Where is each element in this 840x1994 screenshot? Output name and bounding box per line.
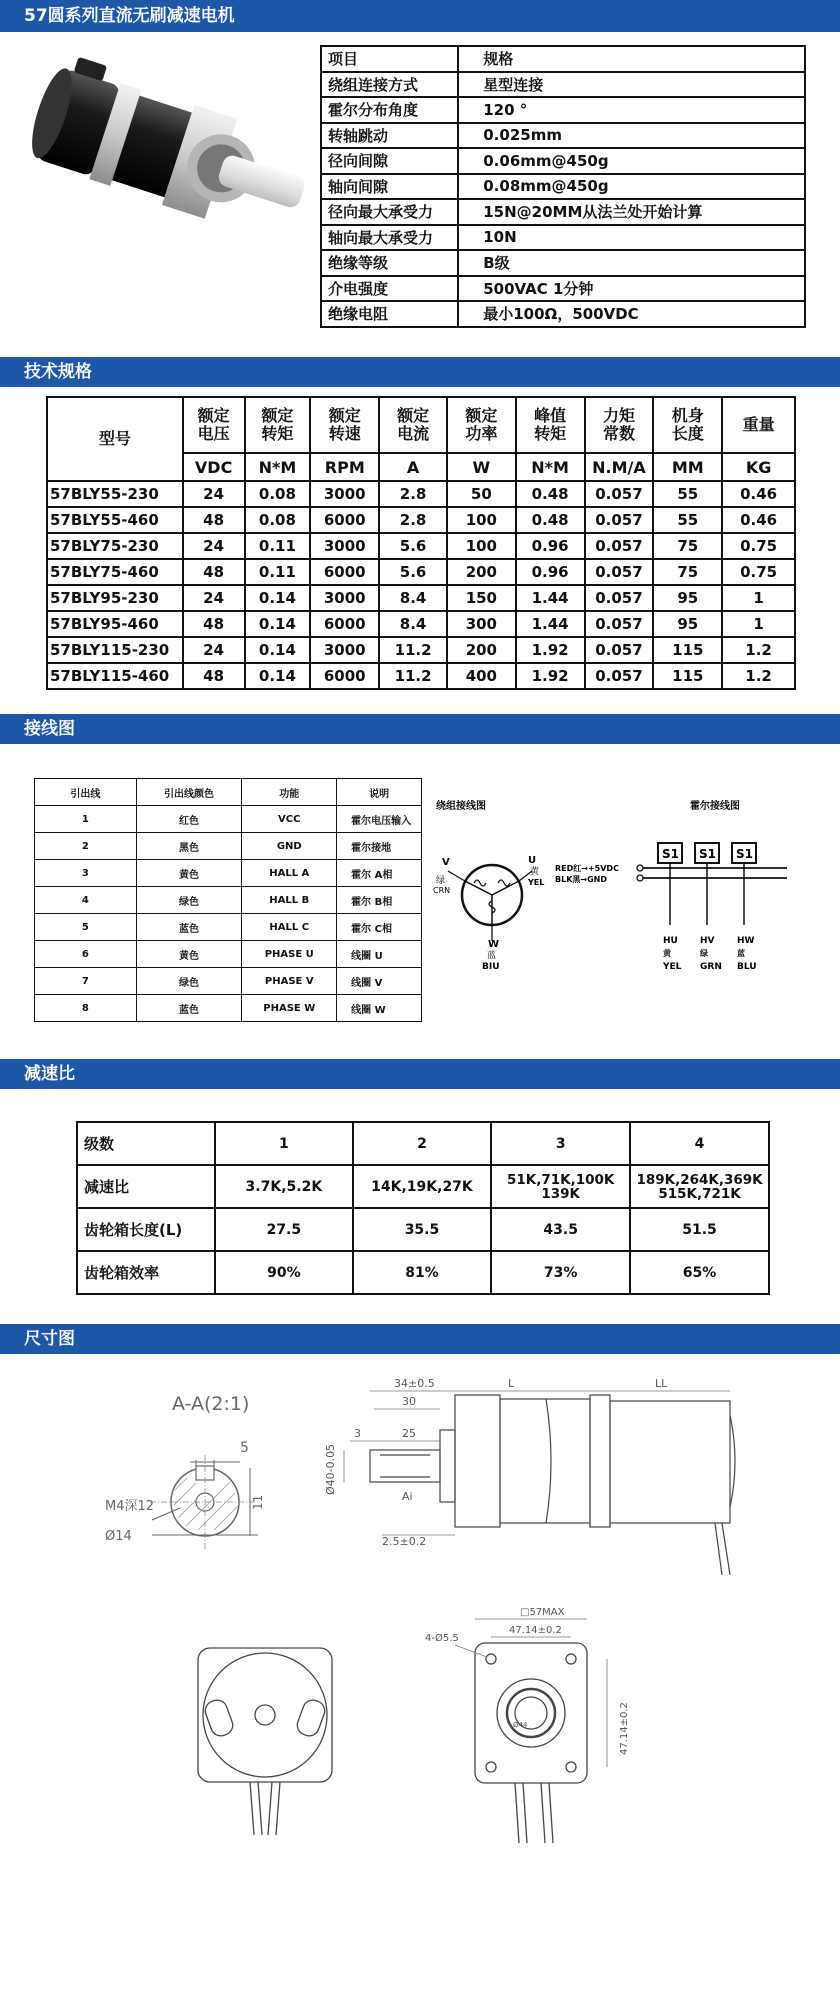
wiring-cell: 8 bbox=[35, 995, 137, 1022]
spec-row bbox=[321, 72, 805, 98]
tech-unit: N*M bbox=[245, 453, 311, 481]
winding-title: 绕组接线图 bbox=[436, 801, 486, 812]
tech-cell: 0.14 bbox=[245, 637, 311, 663]
wiring-cell: 线圈 V bbox=[337, 968, 422, 995]
tech-cell: 0.75 bbox=[722, 559, 795, 585]
thread-label: M4深12 bbox=[105, 1499, 155, 1514]
tech-cell: 1.92 bbox=[516, 663, 585, 689]
dim-25b: 2.5±0.2 bbox=[382, 1535, 427, 1548]
wiring-cell: 霍尔接地 bbox=[337, 833, 422, 860]
tech-cell: 0.057 bbox=[585, 637, 654, 663]
dim-57: □57MAX bbox=[520, 1607, 565, 1618]
reduction-cell: 73% bbox=[491, 1251, 630, 1294]
winding-v: V bbox=[442, 857, 450, 868]
dim-inner: Ø44 bbox=[513, 1721, 528, 1729]
tech-cell: 0.08 bbox=[245, 507, 311, 533]
dimension-section-header: 尺寸图 bbox=[0, 1324, 840, 1354]
tech-cell: 6000 bbox=[310, 663, 379, 689]
tech-header: 额定 功率 bbox=[447, 397, 516, 453]
tech-cell: 0.46 bbox=[722, 481, 795, 507]
spec-key: 项目 bbox=[321, 46, 458, 72]
hall-red: RED红→+5VDC bbox=[555, 864, 619, 873]
hall-sensor-label: S1 bbox=[736, 847, 753, 861]
wiring-header: 功能 bbox=[242, 779, 337, 806]
spec-value: 星型连接 bbox=[458, 72, 805, 98]
tech-cell: 0.057 bbox=[585, 585, 654, 611]
wiring-cell: 线圈 U bbox=[337, 941, 422, 968]
wiring-row bbox=[35, 833, 422, 860]
hall-output-name: HW bbox=[737, 936, 755, 946]
model-cell: 57BLY55-460 bbox=[47, 507, 183, 533]
tech-cell: 0.057 bbox=[585, 559, 654, 585]
wiring-cell: 4 bbox=[35, 887, 137, 914]
tech-cell: 0.48 bbox=[516, 507, 585, 533]
hall-output-cn: 绿 bbox=[700, 949, 708, 958]
wiring-cell: 黄色 bbox=[136, 860, 242, 887]
wiring-cell: 5 bbox=[35, 914, 137, 941]
tech-cell: 6000 bbox=[310, 559, 379, 585]
wiring-cell: 7 bbox=[35, 968, 137, 995]
wiring-cell: 绿色 bbox=[136, 887, 242, 914]
tech-spec-table bbox=[46, 396, 796, 690]
wiring-header: 引出线 bbox=[35, 779, 137, 806]
reduction-cell: 1 bbox=[215, 1122, 353, 1165]
spec-key: 介电强度 bbox=[321, 276, 458, 302]
hall-output-name: HU bbox=[663, 936, 678, 946]
spec-row bbox=[321, 276, 805, 302]
wiring-cell: 霍尔 B相 bbox=[337, 887, 422, 914]
wiring-cell: PHASE V bbox=[242, 968, 337, 995]
tech-cell: 48 bbox=[183, 663, 245, 689]
wiring-header: 说明 bbox=[337, 779, 422, 806]
spec-key: 绕组连接方式 bbox=[321, 72, 458, 98]
tech-cell: 24 bbox=[183, 637, 245, 663]
wiring-cell: 绿色 bbox=[136, 968, 242, 995]
tech-cell: 55 bbox=[653, 507, 722, 533]
rear-view-drawing bbox=[190, 1640, 350, 1840]
tech-cell: 0.96 bbox=[516, 559, 585, 585]
tech-unit: N*M bbox=[516, 453, 585, 481]
tech-header: 机身 长度 bbox=[653, 397, 722, 453]
tech-cell: 100 bbox=[447, 533, 516, 559]
dim-4714: 47.14±0.2 bbox=[509, 1625, 562, 1636]
tech-cell: 100 bbox=[447, 507, 516, 533]
reduction-cell: 4 bbox=[630, 1122, 769, 1165]
tech-cell: 0.11 bbox=[245, 559, 311, 585]
wiring-cell: 3 bbox=[35, 860, 137, 887]
tech-cell: 75 bbox=[653, 533, 722, 559]
dim-ai: Ai bbox=[402, 1490, 413, 1503]
tech-cell: 6000 bbox=[310, 507, 379, 533]
tech-unit: W bbox=[447, 453, 516, 481]
tech-cell: 48 bbox=[183, 611, 245, 637]
reduction-cell: 51.5 bbox=[630, 1208, 769, 1251]
reduction-section-header: 减速比 bbox=[0, 1059, 840, 1089]
tech-cell: 0.057 bbox=[585, 481, 654, 507]
tech-unit: KG bbox=[722, 453, 795, 481]
tech-cell: 1.44 bbox=[516, 585, 585, 611]
reduction-cell: 14K,19K,27K bbox=[353, 1165, 492, 1208]
reduction-row bbox=[77, 1208, 769, 1251]
tech-unit: N.M/A bbox=[585, 453, 654, 481]
tech-cell: 0.14 bbox=[245, 611, 311, 637]
spec-key: 径向间隙 bbox=[321, 148, 458, 174]
spec-key: 轴向最大承受力 bbox=[321, 225, 458, 251]
tech-unit: RPM bbox=[310, 453, 379, 481]
reduction-cell: 189K,264K,369K 515K,721K bbox=[630, 1165, 769, 1208]
wiring-cell: 霍尔 C相 bbox=[337, 914, 422, 941]
dim-25: 25 bbox=[402, 1427, 416, 1440]
tech-row bbox=[47, 611, 795, 637]
tech-header: 峰值 转矩 bbox=[516, 397, 585, 453]
tech-header: 额定 转矩 bbox=[245, 397, 311, 453]
tech-cell: 55 bbox=[653, 481, 722, 507]
hall-output-name: HV bbox=[700, 936, 715, 946]
tech-cell: 6000 bbox=[310, 611, 379, 637]
wiring-cell: PHASE W bbox=[242, 995, 337, 1022]
winding-w: W bbox=[488, 939, 500, 950]
motor-photo bbox=[18, 50, 318, 295]
spec-row bbox=[321, 225, 805, 251]
wiring-row bbox=[35, 914, 422, 941]
spec-row bbox=[321, 199, 805, 225]
spec-row bbox=[321, 97, 805, 123]
reduction-cell: 齿轮箱长度(L) bbox=[77, 1208, 215, 1251]
tech-cell: 0.48 bbox=[516, 481, 585, 507]
side-view-drawing bbox=[310, 1375, 780, 1615]
tech-header: 额定 电压 bbox=[183, 397, 245, 453]
winding-diagram bbox=[430, 795, 560, 980]
tech-cell: 300 bbox=[447, 611, 516, 637]
tech-cell: 0.46 bbox=[722, 507, 795, 533]
tech-cell: 1.2 bbox=[722, 663, 795, 689]
reduction-row bbox=[77, 1251, 769, 1294]
tech-row bbox=[47, 637, 795, 663]
wiring-table bbox=[34, 778, 422, 1022]
hall-output-cn: 蓝 bbox=[737, 949, 745, 958]
tech-cell: 95 bbox=[653, 585, 722, 611]
tech-header: 重量 bbox=[722, 397, 795, 453]
spec-table bbox=[320, 45, 806, 328]
winding-u-en: YEL bbox=[528, 878, 545, 887]
reduction-cell: 3.7K,5.2K bbox=[215, 1165, 353, 1208]
model-cell: 57BLY95-230 bbox=[47, 585, 183, 611]
tech-cell: 0.14 bbox=[245, 663, 311, 689]
reduction-cell: 减速比 bbox=[77, 1165, 215, 1208]
reduction-row bbox=[77, 1165, 769, 1208]
reduction-row bbox=[77, 1122, 769, 1165]
tech-cell: 0.75 bbox=[722, 533, 795, 559]
reduction-cell: 3 bbox=[491, 1122, 630, 1165]
tech-cell: 24 bbox=[183, 533, 245, 559]
reduction-cell: 27.5 bbox=[215, 1208, 353, 1251]
model-cell: 57BLY55-230 bbox=[47, 481, 183, 507]
winding-u-cn: 黄 bbox=[530, 867, 540, 877]
spec-value: 0.06mm@450g bbox=[458, 148, 805, 174]
tech-cell: 1.44 bbox=[516, 611, 585, 637]
wiring-cell: 蓝色 bbox=[136, 914, 242, 941]
wiring-row bbox=[35, 941, 422, 968]
reduction-cell: 51K,71K,100K 139K bbox=[491, 1165, 630, 1208]
spec-key: 绝缘电阻 bbox=[321, 301, 458, 327]
spec-value: B级 bbox=[458, 250, 805, 276]
tech-cell: 5.6 bbox=[379, 533, 447, 559]
dim-4714v: 47.14±0.2 bbox=[619, 1702, 630, 1755]
model-cell: 57BLY75-460 bbox=[47, 559, 183, 585]
tech-row bbox=[47, 533, 795, 559]
tech-cell: 24 bbox=[183, 585, 245, 611]
spec-row bbox=[321, 148, 805, 174]
tech-cell: 50 bbox=[447, 481, 516, 507]
hall-sensor-label: S1 bbox=[699, 847, 716, 861]
dim-34: 34±0.5 bbox=[394, 1377, 435, 1390]
tech-cell: 5.6 bbox=[379, 559, 447, 585]
wiring-row bbox=[35, 887, 422, 914]
hall-sensor bbox=[695, 843, 722, 972]
hall-blk: BLK黑→GND bbox=[555, 875, 607, 884]
wiring-cell: 1 bbox=[35, 806, 137, 833]
tech-row bbox=[47, 481, 795, 507]
tech-cell: 400 bbox=[447, 663, 516, 689]
hall-diagram bbox=[555, 795, 805, 985]
spec-row bbox=[321, 123, 805, 149]
tech-unit: A bbox=[379, 453, 447, 481]
winding-v-en: CRN bbox=[433, 886, 451, 895]
wiring-header: 引出线颜色 bbox=[136, 779, 242, 806]
reduction-table bbox=[76, 1121, 770, 1295]
wiring-cell: PHASE U bbox=[242, 941, 337, 968]
page-title: 57圆系列直流无刷减速电机 bbox=[0, 0, 840, 32]
wiring-cell: VCC bbox=[242, 806, 337, 833]
wiring-cell: 线圈 W bbox=[337, 995, 422, 1022]
reduction-cell: 81% bbox=[353, 1251, 492, 1294]
tech-cell: 1 bbox=[722, 611, 795, 637]
winding-w-cn: 蓝 bbox=[487, 951, 497, 961]
spec-row bbox=[321, 250, 805, 276]
tech-cell: 0.057 bbox=[585, 533, 654, 559]
tech-row bbox=[47, 663, 795, 689]
wiring-cell: 黑色 bbox=[136, 833, 242, 860]
tech-cell: 0.96 bbox=[516, 533, 585, 559]
reduction-cell: 级数 bbox=[77, 1122, 215, 1165]
winding-v-cn: 绿 bbox=[436, 876, 446, 886]
tech-cell: 8.4 bbox=[379, 585, 447, 611]
hall-sensor bbox=[658, 843, 682, 972]
hall-output-en: GRN bbox=[700, 962, 722, 972]
winding-u: U bbox=[528, 855, 537, 866]
spec-row bbox=[321, 301, 805, 327]
spec-key: 霍尔分布角度 bbox=[321, 97, 458, 123]
spec-value: 0.025mm bbox=[458, 123, 805, 149]
hall-output-en: YEL bbox=[663, 962, 682, 972]
tech-cell: 0.11 bbox=[245, 533, 311, 559]
wiring-cell: HALL B bbox=[242, 887, 337, 914]
winding-w-en: BIU bbox=[482, 962, 500, 972]
spec-value: 120 ° bbox=[458, 97, 805, 123]
dim-30: 30 bbox=[402, 1395, 416, 1408]
reduction-cell: 35.5 bbox=[353, 1208, 492, 1251]
spec-row bbox=[321, 174, 805, 200]
wiring-cell: HALL C bbox=[242, 914, 337, 941]
model-cell: 57BLY115-460 bbox=[47, 663, 183, 689]
spec-value: 15N@20MM从法兰处开始计算 bbox=[458, 199, 805, 225]
tech-cell: 0.057 bbox=[585, 611, 654, 637]
hall-sensor bbox=[732, 843, 757, 972]
tech-header: 额定 电流 bbox=[379, 397, 447, 453]
section-label: A-A(2:1) bbox=[172, 1393, 250, 1415]
shaft-dia: Ø14 bbox=[105, 1529, 132, 1544]
hall-output-en: BLU bbox=[737, 962, 757, 972]
tech-cell: 8.4 bbox=[379, 611, 447, 637]
tech-header: 型号 bbox=[47, 397, 183, 481]
hall-output-cn: 黄 bbox=[663, 949, 671, 958]
tech-cell: 95 bbox=[653, 611, 722, 637]
tech-cell: 1.92 bbox=[516, 637, 585, 663]
wiring-cell: 黄色 bbox=[136, 941, 242, 968]
dim-4holes: 4-Ø5.5 bbox=[425, 1633, 459, 1644]
spec-key: 径向最大承受力 bbox=[321, 199, 458, 225]
tech-cell: 2.8 bbox=[379, 507, 447, 533]
wiring-cell: 蓝色 bbox=[136, 995, 242, 1022]
reduction-cell: 65% bbox=[630, 1251, 769, 1294]
reduction-cell: 齿轮箱效率 bbox=[77, 1251, 215, 1294]
spec-key: 轴向间隙 bbox=[321, 174, 458, 200]
tech-section-header: 技术规格 bbox=[0, 357, 840, 387]
tech-cell: 3000 bbox=[310, 637, 379, 663]
model-cell: 57BLY115-230 bbox=[47, 637, 183, 663]
spec-key: 转轴跳动 bbox=[321, 123, 458, 149]
tech-cell: 2.8 bbox=[379, 481, 447, 507]
wiring-row bbox=[35, 968, 422, 995]
wiring-cell: 红色 bbox=[136, 806, 242, 833]
wiring-row bbox=[35, 806, 422, 833]
wiring-cell: GND bbox=[242, 833, 337, 860]
tech-cell: 200 bbox=[447, 637, 516, 663]
tech-cell: 0.057 bbox=[585, 663, 654, 689]
wiring-cell: 霍尔电压输入 bbox=[337, 806, 422, 833]
tech-header: 力矩 常数 bbox=[585, 397, 654, 453]
reduction-cell: 43.5 bbox=[491, 1208, 630, 1251]
tech-cell: 48 bbox=[183, 559, 245, 585]
key-width: 5 bbox=[240, 1440, 249, 1456]
wiring-row bbox=[35, 995, 422, 1022]
dim-3: 3 bbox=[354, 1427, 361, 1440]
hall-sensor-label: S1 bbox=[662, 847, 679, 861]
wiring-cell: HALL A bbox=[242, 860, 337, 887]
tech-header-row bbox=[47, 397, 795, 453]
tech-row bbox=[47, 507, 795, 533]
tech-cell: 75 bbox=[653, 559, 722, 585]
tech-unit: MM bbox=[653, 453, 722, 481]
wiring-section-header: 接线图 bbox=[0, 714, 840, 744]
tech-cell: 11.2 bbox=[379, 637, 447, 663]
tech-cell: 1 bbox=[722, 585, 795, 611]
tech-cell: 1.2 bbox=[722, 637, 795, 663]
spec-key: 绝缘等级 bbox=[321, 250, 458, 276]
tech-cell: 0.08 bbox=[245, 481, 311, 507]
wiring-row bbox=[35, 860, 422, 887]
dim-L: L bbox=[508, 1377, 515, 1390]
tech-cell: 3000 bbox=[310, 585, 379, 611]
tech-cell: 0.14 bbox=[245, 585, 311, 611]
tech-cell: 48 bbox=[183, 507, 245, 533]
tech-header: 额定 转速 bbox=[310, 397, 379, 453]
tech-cell: 3000 bbox=[310, 533, 379, 559]
tech-unit: VDC bbox=[183, 453, 245, 481]
hall-title: 霍尔接线图 bbox=[690, 801, 740, 812]
tech-cell: 24 bbox=[183, 481, 245, 507]
tech-cell: 150 bbox=[447, 585, 516, 611]
dim-40: Ø40-0.05 bbox=[324, 1443, 337, 1495]
spec-value: 最小100Ω，500VDC bbox=[458, 301, 805, 327]
tech-cell: 3000 bbox=[310, 481, 379, 507]
tech-row bbox=[47, 585, 795, 611]
shaft-section-drawing bbox=[90, 1380, 310, 1570]
flange-view-drawing bbox=[395, 1605, 645, 1855]
tech-row bbox=[47, 559, 795, 585]
wiring-cell: 霍尔 A相 bbox=[337, 860, 422, 887]
spec-value: 0.08mm@450g bbox=[458, 174, 805, 200]
tech-cell: 115 bbox=[653, 663, 722, 689]
wiring-cell: 6 bbox=[35, 941, 137, 968]
spec-row bbox=[321, 46, 805, 72]
tech-cell: 115 bbox=[653, 637, 722, 663]
spec-value: 500VAC 1分钟 bbox=[458, 276, 805, 302]
tech-cell: 0.057 bbox=[585, 507, 654, 533]
reduction-cell: 2 bbox=[353, 1122, 492, 1165]
reduction-cell: 90% bbox=[215, 1251, 353, 1294]
shaft-h: 11 bbox=[251, 1494, 265, 1510]
tech-cell: 200 bbox=[447, 559, 516, 585]
spec-value: 10N bbox=[458, 225, 805, 251]
dim-LL: LL bbox=[655, 1377, 668, 1390]
wiring-header-row bbox=[35, 779, 422, 806]
tech-cell: 11.2 bbox=[379, 663, 447, 689]
wiring-cell: 2 bbox=[35, 833, 137, 860]
model-cell: 57BLY95-460 bbox=[47, 611, 183, 637]
model-cell: 57BLY75-230 bbox=[47, 533, 183, 559]
spec-value: 规格 bbox=[458, 46, 805, 72]
